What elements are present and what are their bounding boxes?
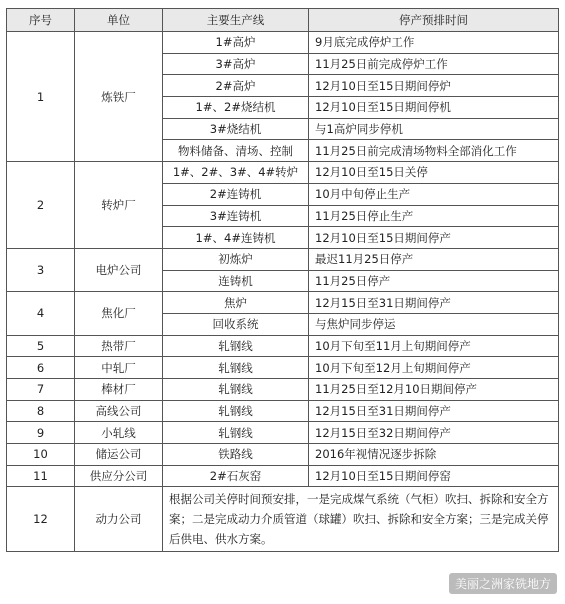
header-seq: 序号	[7, 9, 75, 32]
shutdown-schedule-table	[6, 8, 559, 552]
time-cell: 与1高炉同步停机	[309, 118, 559, 140]
time-cell: 11月25日至12月10日期间停产	[309, 379, 559, 401]
table-row	[7, 379, 559, 401]
seq-cell: 6	[7, 357, 75, 379]
line-cell: 2#高炉	[163, 75, 309, 97]
watermark: 美丽之洲家铣地方	[449, 573, 557, 594]
table-row	[7, 444, 559, 466]
time-cell: 10月下旬至11月上旬期间停产	[309, 335, 559, 357]
table-row	[7, 32, 559, 54]
time-cell: 12月10日至15日期间停窑	[309, 465, 559, 487]
unit-cell: 炼铁厂	[75, 32, 163, 162]
unit-cell: 焦化厂	[75, 292, 163, 335]
seq-cell: 8	[7, 400, 75, 422]
time-cell: 与焦炉同步停运	[309, 313, 559, 335]
line-cell: 1#高炉	[163, 32, 309, 54]
time-cell: 12月15日至31日期间停产	[309, 400, 559, 422]
time-cell: 9月底完成停炉工作	[309, 32, 559, 54]
seq-cell: 4	[7, 292, 75, 335]
time-cell: 最迟11月25日停产	[309, 248, 559, 270]
line-cell: 轧钢线	[163, 357, 309, 379]
line-cell: 轧钢线	[163, 335, 309, 357]
seq-cell: 9	[7, 422, 75, 444]
time-cell: 12月10日至15日关停	[309, 162, 559, 184]
table-header-row	[7, 9, 559, 32]
unit-cell: 供应分公司	[75, 465, 163, 487]
time-cell: 2016年视情况逐步拆除	[309, 444, 559, 466]
unit-cell: 动力公司	[75, 487, 163, 552]
line-cell: 回收系统	[163, 313, 309, 335]
table-row	[7, 357, 559, 379]
line-cell: 2#连铸机	[163, 183, 309, 205]
seq-cell: 1	[7, 32, 75, 162]
header-unit: 单位	[75, 9, 163, 32]
line-cell: 轧钢线	[163, 422, 309, 444]
unit-cell: 高线公司	[75, 400, 163, 422]
table-row	[7, 162, 559, 184]
time-cell: 11月25日停产	[309, 270, 559, 292]
line-cell: 轧钢线	[163, 379, 309, 401]
table-row	[7, 248, 559, 270]
header-time: 停产预排时间	[309, 9, 559, 32]
seq-cell: 12	[7, 487, 75, 552]
seq-cell: 11	[7, 465, 75, 487]
line-cell: 轧钢线	[163, 400, 309, 422]
time-cell: 11月25日前完成停炉工作	[309, 53, 559, 75]
time-cell: 10月下旬至12月上旬期间停产	[309, 357, 559, 379]
line-cell: 3#连铸机	[163, 205, 309, 227]
time-cell: 12月10日至15日期间停机	[309, 97, 559, 119]
line-cell: 2#石灰窑	[163, 465, 309, 487]
time-cell: 12月10日至15日期间停炉	[309, 75, 559, 97]
unit-cell: 中轧厂	[75, 357, 163, 379]
table-body	[7, 32, 559, 552]
time-cell: 12月15日至31日期间停产	[309, 292, 559, 314]
line-cell: 连铸机	[163, 270, 309, 292]
table-row	[7, 292, 559, 314]
seq-cell: 5	[7, 335, 75, 357]
time-cell: 11月25日前完成清场物料全部消化工作	[309, 140, 559, 162]
line-cell: 1#、2#烧结机	[163, 97, 309, 119]
line-cell: 1#、4#连铸机	[163, 227, 309, 249]
time-cell: 11月25日停止生产	[309, 205, 559, 227]
table-row	[7, 400, 559, 422]
line-cell: 焦炉	[163, 292, 309, 314]
seq-cell: 3	[7, 248, 75, 291]
line-cell: 初炼炉	[163, 248, 309, 270]
unit-cell: 转炉厂	[75, 162, 163, 249]
line-cell: 铁路线	[163, 444, 309, 466]
table-row	[7, 422, 559, 444]
line-cell: 3#烧结机	[163, 118, 309, 140]
unit-cell: 热带厂	[75, 335, 163, 357]
seq-cell: 10	[7, 444, 75, 466]
line-cell: 物料储备、清场、控制	[163, 140, 309, 162]
unit-cell: 储运公司	[75, 444, 163, 466]
table-row	[7, 335, 559, 357]
time-cell: 10月中旬停止生产	[309, 183, 559, 205]
seq-cell: 2	[7, 162, 75, 249]
table-row	[7, 465, 559, 487]
time-cell: 12月10日至15日期间停产	[309, 227, 559, 249]
unit-cell: 电炉公司	[75, 248, 163, 291]
unit-cell: 棒材厂	[75, 379, 163, 401]
note-cell: 根据公司关停时间预安排，一是完成煤气系统（气柜）吹扫、拆除和安全方案；二是完成动力介质管道（球罐）吹扫、拆除和安全方案；三是完成关停后供电、供水方案。	[163, 487, 559, 552]
unit-cell: 小轧线	[75, 422, 163, 444]
line-cell: 3#高炉	[163, 53, 309, 75]
table-row	[7, 487, 559, 552]
time-cell: 12月15日至32日期间停产	[309, 422, 559, 444]
seq-cell: 7	[7, 379, 75, 401]
line-cell: 1#、2#、3#、4#转炉	[163, 162, 309, 184]
header-line: 主要生产线	[163, 9, 309, 32]
